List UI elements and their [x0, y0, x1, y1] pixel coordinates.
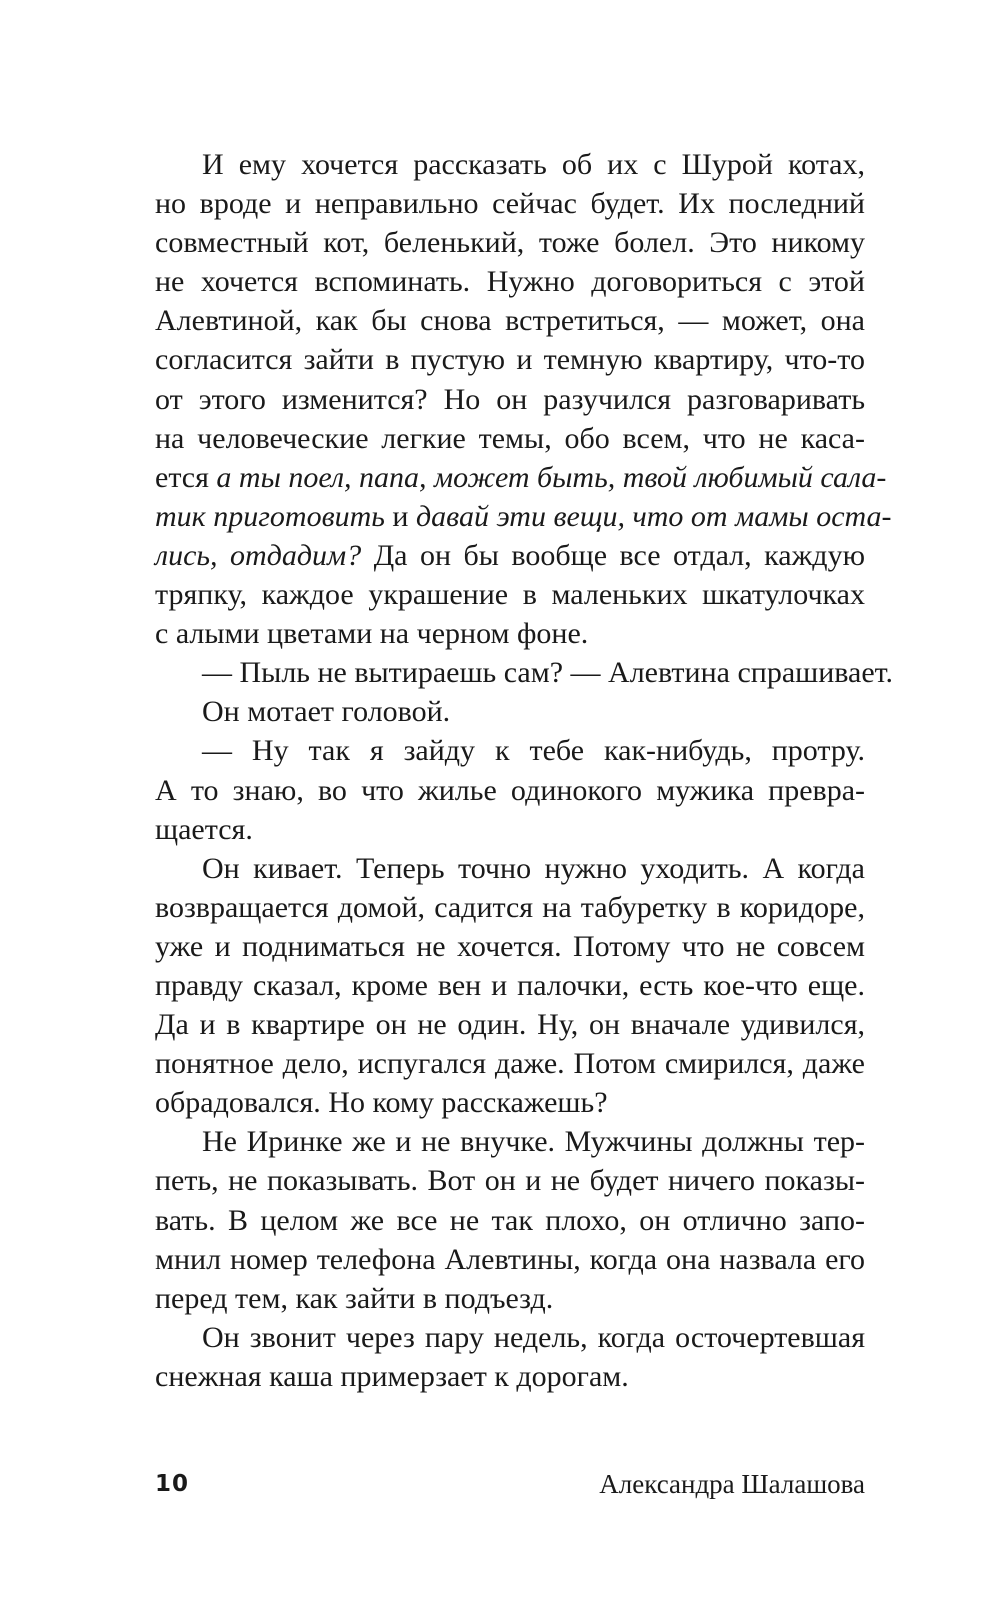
text-line: Алевтиной, как бы снова встретиться, — может, она	[155, 304, 865, 338]
italic-run: давай эти вещи, что от мамы оста-	[415, 499, 892, 533]
text-run: Да он бы вообще все отдал, каждую	[361, 538, 865, 572]
text-line: — Ну так я зайду к тебе как-нибудь, протру.	[202, 734, 865, 768]
text-line: на человеческие легкие темы, обо всем, что не каса-	[155, 421, 865, 455]
italic-run: а ты поел, папа, может быть, твой любимый сала-	[216, 460, 887, 494]
text-line: от этого изменится? Но он разучился разговаривать	[155, 382, 865, 416]
text-line: не хочется вспоминать. Нужно договориться с этой	[155, 265, 865, 299]
text-line: правду сказал, кроме вен и палочки, есть кое-что еще.	[155, 968, 865, 1002]
text-line: возвращается домой, садится на табуретку в коридоре,	[155, 890, 865, 924]
text-line-mixed	[155, 497, 892, 536]
text-line-mixed	[155, 536, 865, 575]
italic-run: лись, отдадим?	[155, 538, 362, 572]
text-line: но вроде и неправильно сейчас будет. Их последний	[155, 187, 865, 221]
text-line: перед тем, как зайти в подъезд.	[155, 1281, 554, 1315]
text-line: понятное дело, испугался даже. Потом смирился, даже	[155, 1047, 865, 1081]
text-line: уже и подниматься не хочется. Потому что не совсем	[155, 929, 865, 963]
text-line: совместный кот, беленький, тоже болел. Это никому	[155, 226, 865, 260]
text-line: Да и в квартире он не один. Ну, он вначале удивился,	[155, 1008, 865, 1042]
text-line: петь, не показывать. Вот он и не будет ничего показы-	[155, 1164, 865, 1198]
text-line: Он кивает. Теперь точно нужно уходить. А когда	[202, 851, 865, 885]
text-line: снежная каша примерзает к дорогам.	[155, 1359, 629, 1393]
text-line: с алыми цветами на черном фоне.	[155, 617, 589, 651]
text-line: согласится зайти в пустую и темную квартиру, что-то	[155, 343, 865, 377]
text-line: вать. В целом же все не так плохо, он отлично запо-	[155, 1203, 865, 1237]
italic-run: тик приготовить	[155, 499, 385, 533]
text-line: Он мотает головой.	[202, 695, 451, 729]
text-line: А то знаю, во что жилье одинокого мужика превра-	[155, 773, 865, 807]
text-line-mixed	[155, 458, 887, 497]
text-run: и	[384, 499, 416, 533]
page-body	[155, 145, 894, 1396]
text-line: мнил номер телефона Алевтины, когда она назвала его	[155, 1242, 865, 1276]
text-line: — Пыль не вытираешь сам? — Алевтина спрашивает.	[202, 656, 894, 690]
text-line: щается.	[155, 812, 253, 846]
text-line: обрадовался. Но кому расскажешь?	[155, 1086, 608, 1120]
page-footer	[155, 1464, 865, 1504]
text-line: Он звонит через пару недель, когда осточертевшая	[202, 1320, 865, 1354]
running-head-author: Александра Шалашова	[599, 1469, 865, 1499]
text-line: Не Иринке же и не внучке. Мужчины должны тер-	[202, 1125, 865, 1159]
text-run: ется	[155, 460, 217, 494]
text-line: И ему хочется рассказать об их с Шурой котах,	[202, 148, 865, 181]
page-number: 10	[155, 1471, 190, 1497]
text-line: тряпку, каждое украшение в маленьких шкатулочках	[155, 578, 865, 612]
